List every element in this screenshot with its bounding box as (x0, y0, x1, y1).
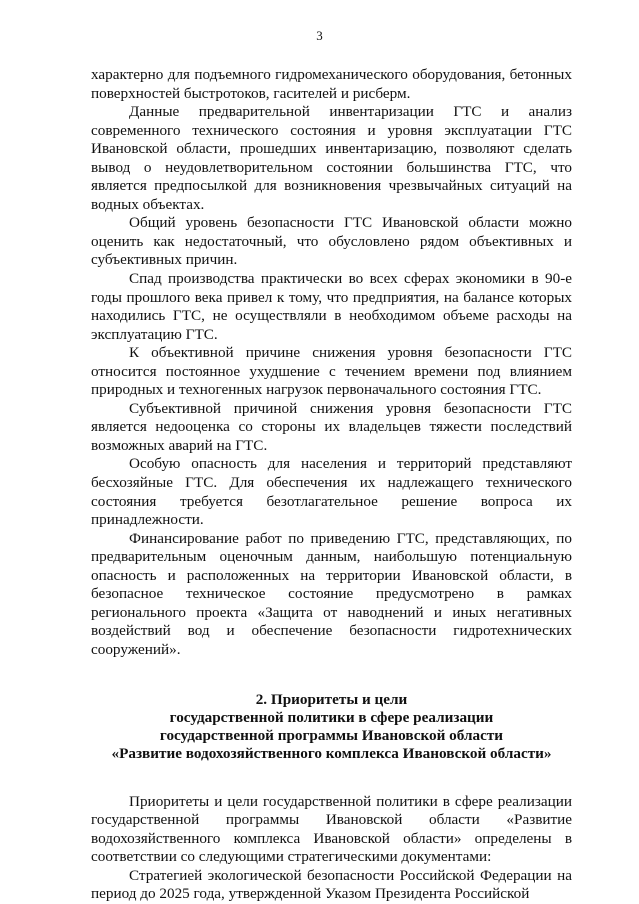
paragraph: Особую опасность для населения и территорий представляют бесхозяйные ГТС. Для обеспечения их надлежащего технического состояния требуется безотлагательное решение вопроса их принадлежности. (91, 455, 572, 529)
paragraph: Приоритеты и цели государственной политики в сфере реализации государственной программы Ивановской области «Развитие водохозяйственного комплекса Ивановской области» определены в соответствии со следующими стратегическими документами: (91, 792, 572, 866)
paragraph: К объективной причине снижения уровня безопасности ГТС относится постоянное ухудшение с течением времени под влиянием природных и техногенных нагрузок первоначального состояния ГТС. (91, 344, 572, 399)
paragraph: Спад производства практически во всех сферах экономики в 90-е годы прошлого века привел к тому, что предприятия, на балансе которых находились ГТС, не осуществляли в необходимом объеме расходы на эксплуатацию ГТС. (91, 270, 572, 343)
paragraph: Данные предварительной инвентаризации ГТС и анализ современного технического состояния и уровня эксплуатации ГТС Ивановской области, прошедших инвентаризацию, позволяют сделать вывод о неудовлетворительном состоянии большинства ГТС, что является предпосылкой для возникновения чрезвычайных ситуаций на водных объектах. (91, 103, 572, 213)
heading-line: 2. Приоритеты и цели (255, 690, 408, 708)
paragraph: Субъективной причиной снижения уровня безопасности ГТС является недооценка со стороны их владельцев тяжести последствий возможных аварий на ГТС. (91, 399, 572, 454)
heading-line: «Развитие водохозяйственного комплекса Ивановской области» (111, 744, 552, 762)
paragraph: Стратегией экологической безопасности Российской Федерации на период до 2025 года, утвержденной Указом Президента Российской (91, 866, 572, 903)
page-number: 3 (316, 28, 323, 43)
paragraph: Финансирование работ по приведению ГТС, представляющих, по предварительным оценочным данным, наибольшую потенциальную опасность и расположенных на территории Ивановской области, в безопасное техническое состояние предусмотрено в рамках регионального проекта «Защита от наводнений и иных негативных воздействий вод и обеспечение безопасности гидротехнических сооружений». (91, 529, 572, 658)
paragraph: характерно для подъемного гидромеханического оборудования, бетонных поверхностей быстротоков, гасителей и рисберм. (91, 66, 572, 102)
heading-line: государственной политики в сфере реализации (169, 708, 494, 726)
paragraph: Общий уровень безопасности ГТС Ивановской области можно оценить как недостаточный, что обусловлено рядом объективных и субъективных причин. (91, 214, 572, 269)
document-body (91, 66, 572, 904)
heading-line: государственной программы Ивановской области (159, 726, 504, 744)
section-heading (91, 691, 572, 763)
